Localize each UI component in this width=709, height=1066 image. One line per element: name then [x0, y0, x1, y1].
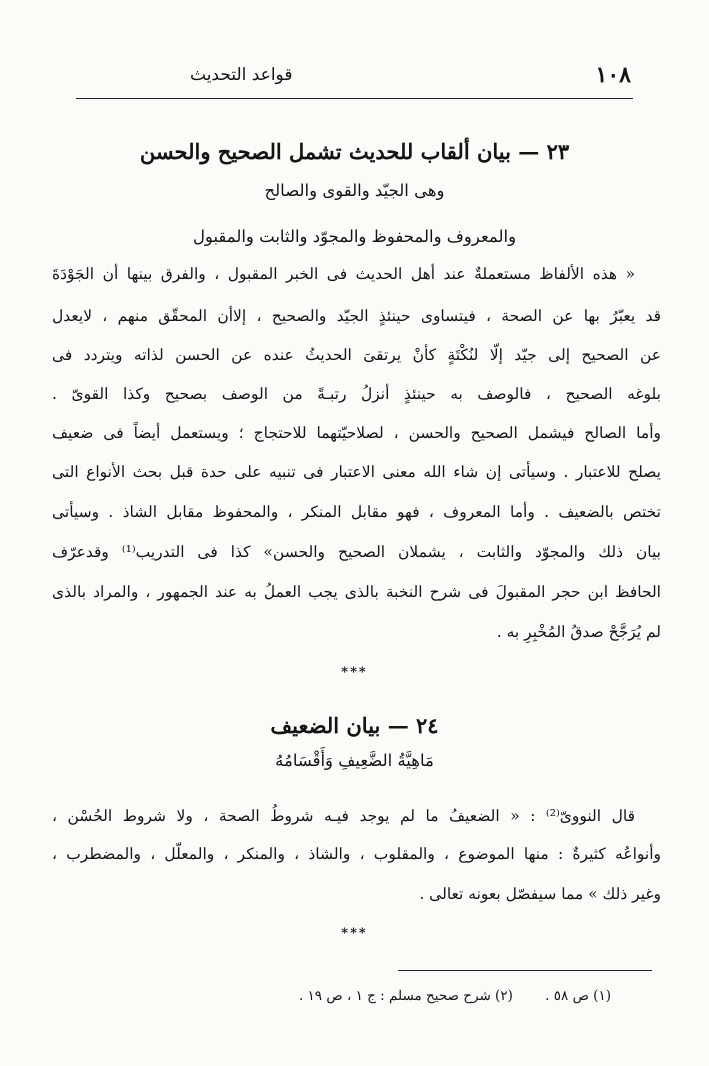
- footnote-rule: [398, 970, 652, 971]
- footnotes: [299, 988, 611, 1004]
- section-23-subtitle-2: والمعروف والمحفوظ والمجوّد والثابت والمقبول: [192, 227, 517, 246]
- footnote-1: (١) ص ٥٨ .: [545, 988, 611, 1004]
- header-rule: [76, 98, 633, 99]
- paragraph-line: الحافظ ابن حجر المقبولَ فى شرح النخبة بالذى يجب العملُ به عند الجمهور ، والمراد بالذى: [52, 583, 661, 601]
- section-24-heading: ٢٤ — بيان الضعيف: [270, 713, 439, 738]
- paragraph-line: « هذه الألفاظ مستعملةٌ عند أهل الحديث فى الخبر المقبول ، والفرق بينها أن الجَوْدَةَ: [52, 265, 635, 283]
- paragraph-line: عن الصحيح إلى جيّد إلّا لنُكْتَةٍ كأنْ يرتقىَ الحديثُ عنده عن الحسن لذاته ويتردد فى: [52, 346, 661, 364]
- paragraph-line: لم يُرَجَّحْ صدقُ المُخْبِرِ به .: [496, 623, 661, 641]
- footnote-2: (٢) شرح صحيح مسلم : ج ١ ، ص ١٩ .: [298, 988, 513, 1004]
- paragraph-line: يصلح للاعتبار . وسيأتى إن شاء الله معنى الاعتبار فى تنبيه على حدة قبل بحث الأنواع التى: [52, 463, 661, 481]
- paragraph-line: وغير ذلك » مما سيفصّل بعونه تعالى .: [419, 885, 661, 903]
- section-separator: ***: [341, 665, 368, 680]
- paragraph-line: تختص بالضعيف . وأما المعروف ، فهو مقابل المنكر ، والمحفوظ مقابل الشاذ . وسيأتى: [52, 503, 661, 521]
- paragraph-line: وأنواعُه كثيرةٌ : منها الموضوع ، والمقلوب ، والشاذ ، والمنكر ، والمعلّل ، والمضطرب ،: [52, 845, 661, 863]
- section-separator: ***: [341, 926, 368, 941]
- paragraph-line: قد يعبّرُ بها عن الصحة ، فيتساوى حينئذٍ الجيّد والصحيح ، إلاأن المحقّق منهم ، لايعدل: [52, 307, 661, 325]
- paragraph-line: بيان ذلك والمجوّد والثابت ، يشملان الصحيح والحسن» كذا فى التدريب⁽¹⁾ وقدعرّف: [52, 543, 661, 561]
- paragraph-line: وأما الصالح فيشمل الصحيح والحسن ، لصلاحيّتهما للاحتجاج ؛ ويستعمل أيضاً فى ضعيف: [52, 424, 661, 442]
- paragraph-line: قال النووىّ⁽²⁾ : « الضعيفُ ما لم يوجد فيـه شروطُ الصحة ، ولا شروط الحُسْن ،: [52, 807, 635, 825]
- section-23-heading: ٢٣ — بيان ألقاب للحديث تشمل الصحيح والحسن: [139, 139, 570, 164]
- section-24-subtitle: مَاهِيَّةُ الضَّعِيفِ وَأَقْسَامُهُ: [275, 751, 434, 770]
- section-23-subtitle-1: وهى الجيّد والقوى والصالح: [264, 181, 445, 200]
- page-number: ١٠٨: [595, 62, 631, 88]
- running-header: [80, 58, 631, 92]
- book-title: قواعد التحديث: [190, 65, 293, 85]
- paragraph-line: بلوغه الصحيح ، فالوصف به حينئذٍ أنزلُ رتبـةً من الوصف بصحيح وكذا القوىّ .: [52, 385, 661, 403]
